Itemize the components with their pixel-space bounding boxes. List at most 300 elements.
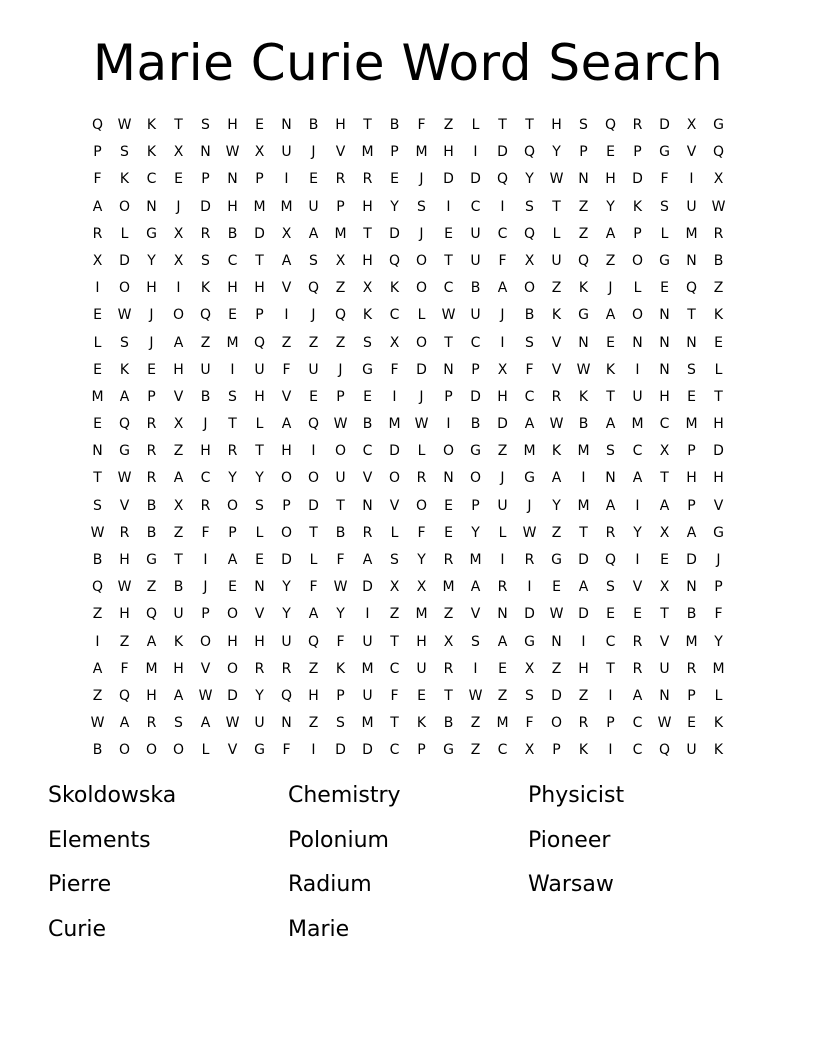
grid-cell: U [416,660,427,677]
grid-cell: D [362,742,373,759]
grid-cell: J [419,388,424,405]
grid-row [84,737,732,764]
word-list [48,778,768,956]
grid-cell: O [631,307,644,324]
grid-cell: K [416,715,427,732]
grid-cell: R [119,524,130,541]
grid-cell: Z [470,715,481,732]
grid-cell: J [716,552,721,568]
grid-cell: D [254,225,265,242]
grid-cell: B [146,524,157,541]
grid-cell: V [227,742,238,759]
grid-cell: V [335,144,346,161]
grid-cell: S [201,252,210,269]
grid-cell: X [659,524,670,541]
grid-cell: P [579,144,588,161]
grid-cell: Y [606,198,615,215]
grid-cell: G [119,443,130,460]
grid-cell: L [309,552,318,568]
grid-cell: H [686,470,697,487]
grid-cell: P [471,497,480,514]
grid-cell: K [605,361,616,378]
grid-cell: A [686,524,697,541]
grid-cell: I [527,579,532,596]
grid-cell: N [254,579,265,596]
grid-cell: X [254,144,265,161]
grid-cell: V [281,388,292,405]
grid-cell: Z [173,524,184,541]
grid-cell: S [579,117,588,133]
grid-cell: B [443,715,454,732]
grid-cell: U [281,144,292,161]
grid-cell: W [117,579,132,596]
grid-cell: O [145,742,158,759]
word-list-item: Skoldowska [48,783,177,808]
grid-cell: T [525,117,534,133]
grid-cell: T [660,470,669,487]
grid-cell: W [441,307,456,324]
grid-cell: I [635,497,640,514]
grid-cell: W [225,144,240,161]
grid-cell: R [146,470,157,487]
grid-cell: P [147,388,156,405]
grid-cell: N [686,579,697,596]
grid-cell: Q [145,606,158,623]
grid-cell: A [551,470,562,487]
grid-cell: F [417,117,426,133]
grid-cell: K [713,715,724,732]
grid-cell: A [659,497,670,514]
grid-cell: C [389,660,400,677]
grid-cell: T [309,524,318,541]
grid-cell: R [443,660,454,677]
grid-cell: B [335,524,346,541]
grid-cell: T [444,687,453,704]
grid-cell: U [551,252,562,269]
grid-cell: C [632,742,643,759]
grid-cell: M [91,388,104,405]
grid-cell: F [390,361,399,378]
grid-cell: U [362,633,373,650]
grid-cell: W [90,524,105,541]
grid-cell: O [280,524,293,541]
grid-cell: I [635,552,640,568]
grid-cell: Z [308,660,319,677]
grid-cell: L [552,225,561,242]
grid-cell: V [119,497,130,514]
grid-cell: I [608,742,613,759]
word-list-item: Radium [288,872,372,897]
grid-cell: P [228,524,237,541]
grid-cell: H [146,280,157,297]
grid-cell: H [227,117,238,133]
grid-cell: A [605,307,616,324]
grid-cell: Z [335,280,346,297]
grid-cell: N [497,606,508,623]
grid-cell: O [226,497,239,514]
grid-row [84,330,732,357]
grid-cell: Z [551,524,562,541]
grid-cell: L [714,687,723,704]
grid-cell: M [469,552,482,568]
grid-cell: N [659,334,670,351]
grid-cell: V [659,633,670,650]
grid-cell: T [363,117,372,133]
grid-cell: M [280,198,293,215]
grid-cell: G [551,552,562,568]
grid-cell: D [335,742,346,759]
grid-cell: P [687,687,696,704]
grid-cell: O [415,252,428,269]
grid-cell: R [92,225,103,242]
grid-cell: Z [443,606,454,623]
grid-cell: A [524,416,535,433]
grid-cell: V [551,361,562,378]
grid-cell: X [92,252,103,269]
grid-cell: S [255,497,264,514]
grid-cell: A [173,687,184,704]
grid-cell: X [659,443,670,460]
grid-cell: Q [91,579,104,596]
grid-cell: W [333,416,348,433]
grid-cell: Z [92,687,103,704]
grid-cell: R [146,715,157,732]
grid-cell: I [95,633,100,650]
grid-row [84,547,732,574]
grid-cell: R [524,552,535,568]
grid-cell: O [307,470,320,487]
grid-row [84,629,732,656]
grid-cell: H [200,443,211,460]
grid-cell: K [389,280,400,297]
grid-cell: H [551,117,562,133]
letter-grid [84,112,732,765]
grid-cell: U [254,361,265,378]
grid-cell: I [365,606,370,623]
grid-cell: N [281,715,292,732]
grid-cell: V [470,606,481,623]
grid-cell: W [117,470,132,487]
grid-cell: N [686,252,697,269]
grid-cell: O [199,633,212,650]
grid-cell: H [659,388,670,405]
grid-cell: V [551,334,562,351]
grid-cell: F [309,579,318,596]
grid-cell: Q [118,687,131,704]
grid-cell: F [525,715,534,732]
grid-cell: C [389,742,400,759]
grid-cell: P [93,144,102,161]
grid-row [84,221,732,248]
grid-cell: O [334,443,347,460]
grid-cell: K [578,742,589,759]
grid-cell: C [632,443,643,460]
grid-cell: S [525,334,534,351]
grid-cell: T [552,198,561,215]
grid-cell: H [227,633,238,650]
grid-cell: E [714,334,723,351]
grid-cell: R [146,416,157,433]
grid-cell: Z [551,280,562,297]
word-list-item: Polonium [288,827,389,853]
grid-cell: P [336,198,345,215]
grid-cell: A [470,579,481,596]
grid-cell: P [282,497,291,514]
word-list-item: Elements [48,827,151,853]
grid-cell: N [659,687,670,704]
grid-cell: X [713,171,724,188]
grid-cell: Z [281,334,292,351]
grid-cell: F [714,606,723,623]
grid-cell: W [198,687,213,704]
grid-cell: E [390,171,399,188]
grid-cell: X [173,144,184,161]
grid-cell: E [363,388,372,405]
grid-cell: H [254,388,265,405]
grid-cell: L [498,524,507,541]
grid-cell: M [712,660,725,677]
grid-cell: Z [119,633,130,650]
grid-cell: Y [633,524,642,541]
grid-cell: B [686,606,697,623]
grid-cell: H [713,470,724,487]
grid-cell: T [498,117,507,133]
grid-row [84,248,732,275]
grid-cell: X [524,742,535,759]
grid-cell: F [660,171,669,188]
word-list-item: Curie [48,916,106,942]
grid-cell: I [473,144,478,161]
grid-cell: D [713,443,724,460]
grid-cell: H [443,144,454,161]
grid-cell: T [444,334,453,351]
grid-cell: E [633,606,642,623]
grid-cell: W [549,606,564,623]
grid-row [84,574,732,601]
grid-cell: A [605,416,616,433]
grid-cell: V [389,497,400,514]
grid-cell: N [92,443,103,460]
grid-cell: K [119,171,130,188]
grid-cell: U [470,252,481,269]
grid-cell: E [687,388,696,405]
grid-cell: R [443,552,454,568]
grid-cell: T [255,252,264,269]
grid-cell: K [551,307,562,324]
grid-cell: J [500,470,505,487]
grid-cell: W [225,715,240,732]
grid-cell: I [608,687,613,704]
grid-cell: R [497,579,508,596]
grid-cell: Q [658,742,671,759]
grid-cell: Z [497,687,508,704]
grid-row [84,411,732,438]
grid-cell: R [632,660,643,677]
grid-row [84,357,732,384]
grid-cell: W [522,524,537,541]
grid-cell: G [362,361,373,378]
grid-cell: L [255,524,264,541]
grid-cell: K [362,307,373,324]
grid-cell: R [254,660,265,677]
grid-cell: K [713,742,724,759]
grid-cell: A [632,470,643,487]
grid-cell: E [93,416,102,433]
grid-cell: U [362,687,373,704]
grid-cell: O [226,606,239,623]
grid-cell: F [120,660,129,677]
grid-cell: X [173,497,184,514]
grid-cell: P [552,742,561,759]
grid-cell: B [146,497,157,514]
grid-cell: Y [282,579,291,596]
grid-cell: K [578,388,589,405]
grid-row [84,438,732,465]
grid-cell: V [200,660,211,677]
grid-cell: M [685,416,698,433]
grid-cell: P [417,742,426,759]
grid-cell: D [551,687,562,704]
grid-cell: T [174,552,183,568]
grid-cell: C [146,171,157,188]
grid-cell: T [660,606,669,623]
grid-cell: G [524,633,535,650]
grid-cell: A [200,715,211,732]
grid-cell: T [687,307,696,324]
grid-cell: N [578,171,589,188]
grid-cell: I [689,171,694,188]
grid-cell: S [228,388,237,405]
grid-cell: G [659,252,670,269]
grid-cell: S [120,334,129,351]
grid-cell: O [442,443,455,460]
grid-cell: H [497,388,508,405]
grid-cell: B [173,579,184,596]
grid-cell: D [443,171,454,188]
grid-cell: N [281,117,292,133]
grid-cell: U [632,388,643,405]
grid-cell: Y [282,606,291,623]
grid-cell: P [201,171,210,188]
grid-cell: I [446,198,451,215]
grid-cell: T [336,497,345,514]
grid-cell: N [578,334,589,351]
grid-cell: L [93,334,102,351]
grid-cell: A [281,252,292,269]
grid-cell: S [471,633,480,650]
grid-cell: D [362,579,373,596]
grid-cell: J [419,225,424,242]
grid-cell: S [660,198,669,215]
grid-cell: C [497,742,508,759]
grid-cell: K [200,280,211,297]
grid-cell: J [203,579,208,596]
grid-cell: B [713,252,724,269]
grid-cell: S [336,715,345,732]
grid-cell: I [446,416,451,433]
grid-cell: K [173,633,184,650]
grid-row [84,493,732,520]
grid-cell: O [226,660,239,677]
grid-cell: B [92,552,103,568]
grid-cell: I [176,280,181,297]
word-list-item: Chemistry [288,783,401,808]
grid-cell: I [500,198,505,215]
grid-cell: O [550,715,563,732]
grid-cell: Q [604,117,617,133]
grid-cell: Y [390,198,399,215]
grid-cell: G [659,144,670,161]
grid-cell: K [632,198,643,215]
grid-cell: M [577,497,590,514]
grid-cell: H [227,198,238,215]
grid-cell: Z [605,252,616,269]
grid-cell: R [605,524,616,541]
grid-row [84,112,732,139]
grid-cell: W [90,715,105,732]
grid-cell: F [336,633,345,650]
grid-cell: S [120,144,129,161]
grid-cell: T [444,252,453,269]
grid-cell: R [713,225,724,242]
grid-cell: O [280,470,293,487]
grid-cell: E [444,524,453,541]
grid-cell: H [227,280,238,297]
grid-cell: Z [578,198,589,215]
grid-cell: H [119,606,130,623]
grid-cell: E [606,606,615,623]
grid-cell: C [443,280,454,297]
grid-cell: I [581,470,586,487]
grid-cell: Z [389,606,400,623]
grid-cell: C [497,225,508,242]
grid-cell: J [149,334,154,351]
grid-cell: I [635,361,640,378]
grid-cell: Y [255,687,264,704]
grid-cell: W [414,416,429,433]
grid-cell: C [605,633,616,650]
grid-cell: Z [173,443,184,460]
grid-cell: N [443,361,454,378]
grid-cell: A [308,606,319,623]
grid-cell: Z [551,660,562,677]
grid-cell: W [657,715,672,732]
word-list-item: Warsaw [528,872,614,897]
grid-cell: O [172,742,185,759]
grid-cell: B [308,117,319,133]
grid-cell: D [470,171,481,188]
grid-cell: L [120,225,129,242]
grid-cell: L [714,361,723,378]
grid-row [84,683,732,710]
grid-cell: K [146,144,157,161]
grid-cell: L [417,443,426,460]
grid-cell: B [470,416,481,433]
grid-cell: O [415,334,428,351]
grid-cell: O [415,280,428,297]
grid-cell: E [417,687,426,704]
grid-cell: Z [497,443,508,460]
grid-cell: A [605,497,616,514]
grid-cell: D [200,198,211,215]
grid-cell: E [687,715,696,732]
grid-cell: D [281,552,292,568]
grid-cell: Y [336,606,345,623]
grid-cell: Y [255,470,264,487]
grid-cell: V [632,579,643,596]
grid-cell: X [497,361,508,378]
grid-cell: E [255,117,264,133]
